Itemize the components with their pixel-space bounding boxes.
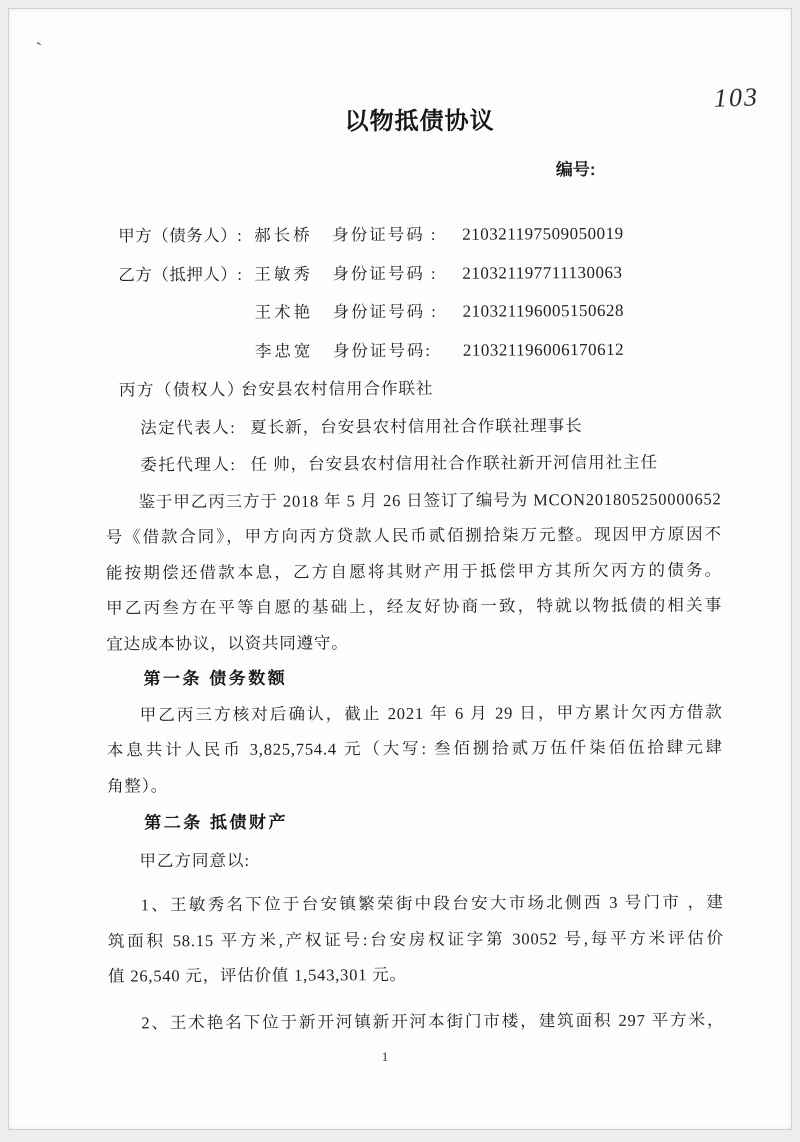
article1-heading: 第一条 债务数额 (143, 668, 288, 689)
item2-line: 2、王术艳名下位于新开河镇新开河本街门市楼，建筑面积 297 平方米， (141, 1009, 725, 1032)
item1-line: 筑面积 58.15 平方米,产权证号:台安房权证字第 30052 号,每平方米评估价 (107, 927, 724, 951)
stray-pen-mark: ` (34, 38, 46, 62)
item1-line: 值 26,540 元，评估价值 1,543,301 元。 (108, 965, 407, 986)
id-label: 身份证号码 : (332, 224, 438, 245)
id-number: 210321197509050019 (462, 223, 624, 244)
article1-line: 本息共计人民币 3,825,754.4 元（大写: 叁佰捌拾贰万伍仟柒佰伍拾肆元肆 (106, 737, 723, 760)
item1-line: 1、王敏秀名下位于台安镇繁荣街中段台安大市场北侧西 3 号门市 ，建 (140, 892, 724, 915)
party-row-b2 (104, 291, 720, 333)
agent-label: 委托代理人: (140, 454, 237, 475)
party-role: 丙方（债权人）: (118, 379, 252, 400)
article2-intro: 甲乙方同意以: (139, 850, 251, 870)
legal-rep-value: 夏长新，台安县农村信用社合作联社理事长 (250, 415, 583, 437)
party-role: 甲方（债务人）: (118, 225, 243, 246)
party-role: 乙方（抵押人）: (118, 264, 243, 285)
creditor-section (105, 368, 722, 484)
serial-number-label: 编号: (555, 160, 596, 180)
id-number: 210321196005150628 (462, 300, 625, 321)
document-page (8, 8, 792, 1130)
party-role (119, 356, 255, 357)
document-title: 以物抵债协议 (344, 107, 495, 136)
party-row-b1 (104, 253, 720, 295)
footer-page-number: 1 (381, 1049, 389, 1064)
preamble-paragraph (105, 481, 722, 662)
party-name: 李忠宽 (254, 341, 314, 361)
preamble-line: 甲乙丙叁方在平等自愿的基础上，经友好协商一致，特就以物抵债的相关事 (106, 595, 723, 618)
id-label: 身份证号码 : (332, 301, 438, 322)
id-number: 210321197711130063 (462, 262, 623, 283)
id-label: 身份证号码 : (332, 263, 438, 283)
party-name: 王敏秀 (254, 264, 313, 284)
article1-line: 角整）。 (107, 775, 169, 796)
article1-line: 甲乙丙三方核对后确认，截止 2021 年 6 月 29 日，甲方累计欠丙方借款 (139, 701, 723, 724)
archive-page-number: 103 (713, 82, 760, 113)
preamble-line: 号《借款合同》，甲方向丙方贷款人民币贰佰捌拾柒万元整。现因甲方原因不 (105, 524, 722, 547)
party-row-b3 (105, 330, 721, 372)
preamble-line: 能按期偿还借款本息，乙方自愿将其财产用于抵偿甲方其所欠丙方的债务。 (105, 559, 722, 583)
parties-section (104, 214, 721, 371)
preamble-line: 鉴于甲乙丙三方于 2018 年 5 月 26 日签订了编号为 MCON201805250000652 (138, 488, 722, 511)
party-row-c (105, 368, 721, 409)
id-label: 身份证号码: (332, 340, 432, 360)
preamble-line: 宜达成本协议，以资共同遵守。 (106, 632, 349, 654)
document-body (103, 7, 724, 1040)
authorized-agent-row (105, 443, 721, 484)
party-name: 王术艳 (254, 302, 314, 322)
article2-heading: 第二条 抵债财产 (144, 812, 289, 833)
agent-value: 任 帅，台安县农村信用社合作联社新开河信用社主任 (250, 452, 659, 474)
legal-rep-label: 法定代表人: (140, 417, 237, 437)
id-number: 210321196006170612 (462, 339, 625, 360)
article1-paragraph (107, 694, 724, 804)
creditor-name: 台安县农村信用合作联社 (240, 378, 434, 399)
party-name: 郝长桥 (254, 225, 313, 245)
party-role (119, 318, 255, 319)
party-row-a (104, 214, 720, 256)
legal-representative-row (105, 406, 721, 447)
collateral-item-2 (108, 1002, 724, 1041)
collateral-item-1 (108, 884, 725, 994)
